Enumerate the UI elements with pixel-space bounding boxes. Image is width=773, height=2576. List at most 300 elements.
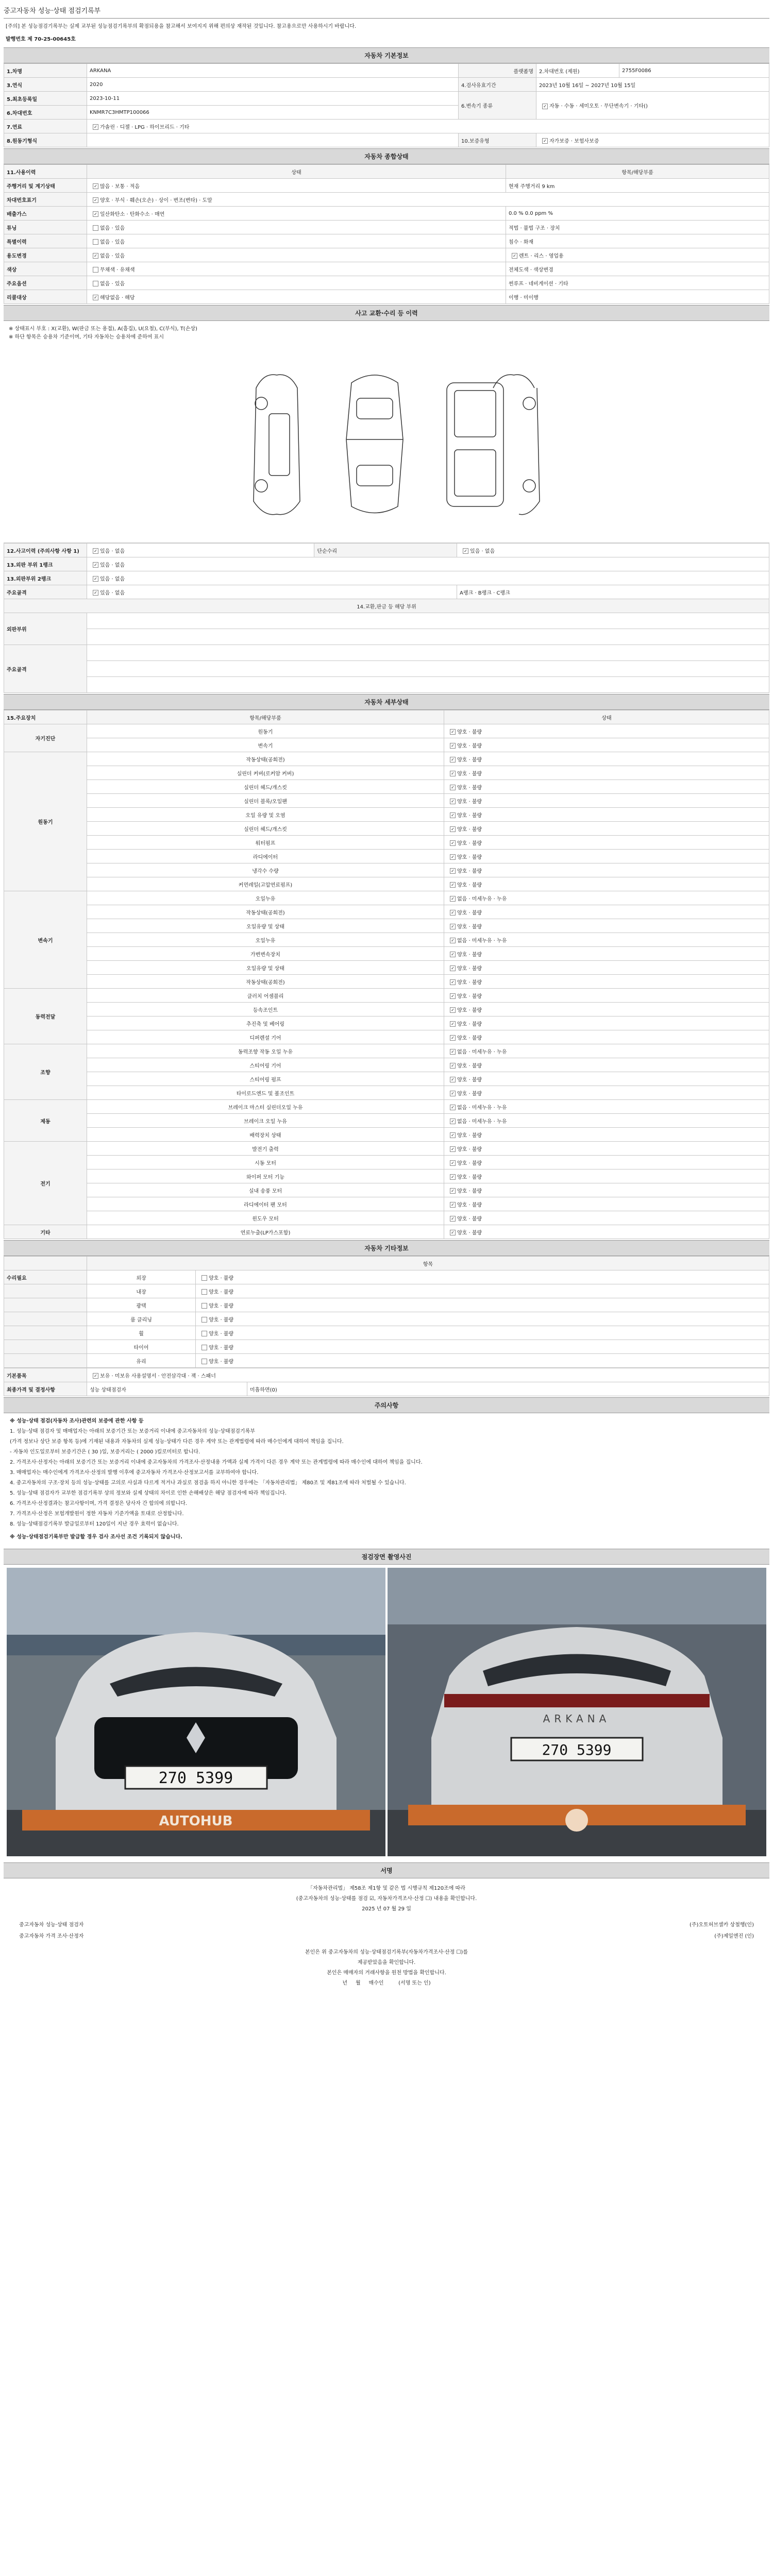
value-simple-repair: ✓ 있음 · 없음 <box>457 544 769 557</box>
detail-item-status: ✓ 양호 · 불량 <box>444 1211 769 1225</box>
label-outer-1: 13.외판 부위 1랭크 <box>4 557 87 571</box>
detail-group-label: 동력전달 <box>4 989 87 1044</box>
checkbox-icon <box>450 854 456 860</box>
detail-item-status: ✓ 없음 · 미세누유 · 누유 <box>444 1100 769 1114</box>
rear-plate-text: 270 5399 <box>542 1741 612 1758</box>
label-warranty: 10.보증유형 <box>459 133 536 147</box>
detail-row <box>4 1114 769 1128</box>
detail-row <box>4 1183 769 1197</box>
label-engine-type: 8.원동기형식 <box>4 133 87 147</box>
checkbox-icon <box>450 1091 456 1096</box>
label-frame-parts: 주요골격 <box>4 645 87 693</box>
checkbox-icon <box>450 1230 456 1235</box>
checkbox-icon <box>201 1289 207 1295</box>
signature-block: 「자동차관리법」 제58조 제1항 및 같은 법 시행규칙 제120조에 따라 (중고자동차의 성능·상태를 점검 ☑, 자동차가격조사·산정 ☐) 내용을 확인합니다. 2025 년 07 월 29 일 <box>296 1886 477 1912</box>
detail-row <box>4 1156 769 1170</box>
other-item-status: 양호 · 불량 <box>196 1354 769 1368</box>
car-diagram <box>4 321 769 543</box>
caution-line: 1. 성능·상태 점검자 및 매매업자는 아래의 보증기간 또는 보증거리 이내에 중고자동차의 성능·상태점검기록부 <box>10 1429 255 1434</box>
detail-item-status: ✓ 없음 · 미세누유 · 누유 <box>444 1044 769 1058</box>
detail-row <box>4 752 769 766</box>
label-vin2: 6.차대번호 <box>4 106 87 120</box>
detail-item-status: ✓ 양호 · 불량 <box>444 877 769 891</box>
detail-item-status: ✓ 양호 · 불량 <box>444 947 769 961</box>
detail-item-status: ✓ 양호 · 불량 <box>444 989 769 1003</box>
checkbox-icon <box>450 965 456 971</box>
detail-row <box>4 905 769 919</box>
detail-row <box>4 1086 769 1100</box>
other-info-row <box>4 1326 769 1340</box>
detail-item-label: 오일유량 및 상태 <box>87 961 444 975</box>
value-options: 없음 · 있음 <box>87 276 506 290</box>
header-status: 상태 <box>87 165 506 179</box>
detail-item-status: ✓ 양호 · 불량 <box>444 1016 769 1030</box>
section-detail-status: 자동차 세부상태 <box>4 694 769 710</box>
detail-item-label: 원동기 <box>87 724 444 738</box>
other-item-label: 유리 <box>87 1354 196 1368</box>
checkbox-icon <box>450 1035 456 1041</box>
detail-item-status: ✓ 양호 · 불량 <box>444 1156 769 1170</box>
extra-frame: A랭크 · B랭크 · C랭크 <box>457 585 769 599</box>
detail-item-status: ✓ 양호 · 불량 <box>444 822 769 836</box>
checkbox-icon <box>542 138 548 144</box>
detail-item-status: ✓ 양호 · 불량 <box>444 961 769 975</box>
value-vin2: KNMR7C3HMTP100066 <box>87 106 459 120</box>
checkbox-icon <box>450 840 456 846</box>
section-basic-info: 자동차 기본정보 <box>4 47 769 63</box>
inspection-photos <box>4 1565 769 1861</box>
checkbox-icon <box>450 785 456 790</box>
other-item-status: 양호 · 불량 <box>196 1312 769 1326</box>
checkbox-icon <box>450 896 456 902</box>
checkbox-icon <box>201 1303 207 1309</box>
section-overall-status: 자동차 종합상태 <box>4 148 769 164</box>
header-usage: 11.사용이력 <box>4 165 87 179</box>
value-outer-2: ✓ 있음 · 없음 <box>87 571 769 585</box>
label-recall: 리콜대상 <box>4 290 87 304</box>
detail-row <box>4 891 769 905</box>
detail-row <box>4 1225 769 1239</box>
signature-pricer-row: 중고자동차 가격 조사·산정자 (주)제일엔진 (인) <box>19 1934 754 1939</box>
extra-recall: 이행 · 미이행 <box>506 290 769 304</box>
label-year: 3.연식 <box>4 78 87 92</box>
label-outer-2: 13.외판부위 2랭크 <box>4 571 87 585</box>
checkbox-icon <box>450 1132 456 1138</box>
detail-item-status: ✓ 양호 · 불량 <box>444 1142 769 1156</box>
detail-item-label: 시동 모터 <box>87 1156 444 1170</box>
detail-row <box>4 780 769 794</box>
detail-row <box>4 877 769 891</box>
header-other-item: 항목 <box>87 1257 769 1270</box>
detail-row <box>4 1016 769 1030</box>
other-info-table <box>4 1256 769 1368</box>
value-engine-type <box>87 133 459 147</box>
checkbox-icon <box>450 1105 456 1110</box>
caution-line: 7. 가격조사·산정은 보험개발원이 정한 자동차 기준가액을 토대로 산정합니다. <box>10 1511 184 1517</box>
detail-item-status: ✓ 양호 · 불량 <box>444 850 769 863</box>
other-info-row <box>4 1340 769 1354</box>
detail-group-label: 조향 <box>4 1044 87 1100</box>
detail-item-label: 커먼레일(고압연료펌프) <box>87 877 444 891</box>
value-transmission: ✓ 자동 · 수동 · 세미오토 · 무단변속기 · 기타() <box>536 92 769 120</box>
document-title: 중고자동차 성능·상태 점검기록부 <box>4 4 769 19</box>
value-price: 미흡하면(0) <box>247 1382 769 1396</box>
detail-item-label: 실린더 블록/오일팬 <box>87 794 444 808</box>
value-emissions: ✓ 일산화탄소 · 탄화수소 · 매연 <box>87 207 506 221</box>
detail-item-status: ✓ 양호 · 불량 <box>444 1086 769 1100</box>
detail-item-status: ✓ 양호 · 불량 <box>444 1170 769 1183</box>
detail-item-status: ✓ 양호 · 불량 <box>444 1183 769 1197</box>
detail-item-label: 연료누출(LP가스포함) <box>87 1225 444 1239</box>
checkbox-icon <box>201 1275 207 1281</box>
detail-item-label: 디퍼렌셜 기어 <box>87 1030 444 1044</box>
checkbox-icon <box>450 1160 456 1166</box>
other-info-row <box>4 1284 769 1298</box>
caution-lines <box>10 1428 763 1528</box>
accident-table <box>4 543 769 693</box>
detail-item-label: 가변변속장치 <box>87 947 444 961</box>
other-item-label: 룸 클리닝 <box>87 1312 196 1326</box>
label-vin: 2.차대번호 (제원) <box>536 64 619 78</box>
front-plate-text: 270 5399 <box>158 1769 233 1787</box>
detail-item-status: ✓ 양호 · 불량 <box>444 808 769 822</box>
caution-notes <box>4 1413 769 1548</box>
value-year: 2020 <box>87 78 459 92</box>
value-vin: 2755F0086 <box>619 64 769 78</box>
detail-item-label: 변속기 <box>87 738 444 752</box>
extra-emissions: 0.0 % 0.0 ppm % <box>506 207 769 221</box>
other-info-row <box>4 1298 769 1312</box>
detail-item-label: 워터펌프 <box>87 836 444 850</box>
detail-row <box>4 961 769 975</box>
detail-row <box>4 1211 769 1225</box>
detail-row <box>4 836 769 850</box>
detail-item-status: ✓ 양호 · 불량 <box>444 1197 769 1211</box>
detail-item-label: 등속조인트 <box>87 1003 444 1016</box>
label-usage-change: 용도변경 <box>4 248 87 262</box>
label-first-registration: 5.최초등록일 <box>4 92 87 106</box>
checkbox-icon <box>450 1216 456 1222</box>
detail-item-status: ✓ 양호 · 불량 <box>444 1128 769 1142</box>
other-item-label: 타이어 <box>87 1340 196 1354</box>
detail-item-status: ✓ 양호 · 불량 <box>444 780 769 794</box>
checkbox-icon <box>450 1188 456 1194</box>
detail-item-status: ✓ 양호 · 불량 <box>444 1072 769 1086</box>
other-item-label: 휠 <box>87 1326 196 1340</box>
other-info-row <box>4 1270 769 1284</box>
label-car-name: 1.차명 <box>4 64 87 78</box>
detail-row <box>4 1128 769 1142</box>
detail-item-status: ✓ 없음 · 미세누유 · 누유 <box>444 891 769 905</box>
detail-item-label: 클러치 어셈블리 <box>87 989 444 1003</box>
other-item-label: 내장 <box>87 1284 196 1298</box>
header-item: 항목/해당부품 <box>87 710 444 724</box>
label-tuning: 튜닝 <box>4 221 87 234</box>
detail-item-label: 동력조향 작동 오일 누유 <box>87 1044 444 1058</box>
section-caution: 주의사항 <box>4 1397 769 1413</box>
detail-item-status: ✓ 양호 · 불량 <box>444 724 769 738</box>
detail-item-label: 냉각수 수량 <box>87 863 444 877</box>
detail-row <box>4 1142 769 1156</box>
checkbox-icon <box>450 993 456 999</box>
detail-item-label: 브레이크 마스터 실린더오일 누유 <box>87 1100 444 1114</box>
label-simple-repair: 단순수리 <box>314 544 457 557</box>
detail-item-label: 윈도우 모터 <box>87 1211 444 1225</box>
checkbox-icon <box>93 124 98 130</box>
other-item-status: 양호 · 불량 <box>196 1326 769 1340</box>
other-group-label: 수리필요 <box>4 1270 87 1284</box>
detail-row <box>4 850 769 863</box>
checkbox-icon <box>450 757 456 762</box>
diagram-legend: ※ 상태표시 부호 : X(교환), W(판금 또는 용접), A(흠집), U(요철), C(부식), T(손상) ※ 하단 항목은 승용차 기준이며, 기타 자동차는 승용차에 준하여 표시 <box>9 326 197 340</box>
other-info-footer <box>4 1368 769 1396</box>
label-transmission: 6.변속기 종류 <box>459 92 536 120</box>
detail-row <box>4 1030 769 1044</box>
detail-row <box>4 766 769 780</box>
checkbox-icon <box>450 938 456 943</box>
value-basic-items: ✓ 보유 · 미보유 사용설명서 · 안전삼각대 · 잭 · 스패너 <box>87 1368 769 1382</box>
section-signature: 서명 <box>4 1862 769 1878</box>
label-options: 주요옵션 <box>4 276 87 290</box>
detail-group-label: 제동 <box>4 1100 87 1142</box>
garage-sign-text: AUTOHUB <box>159 1814 233 1829</box>
detail-row <box>4 933 769 947</box>
detail-row <box>4 738 769 752</box>
value-color: 무채색 · 유채색 <box>87 262 506 276</box>
label-emissions: 배출가스 <box>4 207 87 221</box>
detail-item-status: ✓ 양호 · 불량 <box>444 975 769 989</box>
checkbox-icon <box>450 882 456 888</box>
detail-row <box>4 919 769 933</box>
value-first-registration: 2023-10-11 <box>87 92 459 106</box>
checkbox-icon <box>201 1317 207 1323</box>
detail-item-label: 실린더 헤드/개스킷 <box>87 780 444 794</box>
detail-row <box>4 794 769 808</box>
header-parts: 항목/해당부품 <box>506 165 769 179</box>
caution-line: 8. 성능·상태점검기록부 발급일로부터 120일이 지난 경우 효력이 없습니다. <box>10 1521 179 1527</box>
caution-line: 4. 중고자동차의 구조·장치 등의 성능·상태를 고의로 사실과 다르게 적거나 과실로 점검을 하지 아니한 경우에는 「자동차관리법」 제80조 및 제81조에 따라 처벌될 수 있습니다. <box>10 1480 406 1486</box>
detail-item-status: ✓ 양호 · 불량 <box>444 1058 769 1072</box>
overall-status-table <box>4 164 769 304</box>
checkbox-icon <box>450 1021 456 1027</box>
checkbox-icon <box>201 1359 207 1364</box>
detail-row <box>4 1072 769 1086</box>
other-info-row <box>4 1354 769 1368</box>
label-color: 색상 <box>4 262 87 276</box>
checkbox-icon <box>450 826 456 832</box>
detail-item-status: ✓ 양호 · 불량 <box>444 766 769 780</box>
detail-group-label: 변속기 <box>4 891 87 989</box>
detail-item-status: ✓ 양호 · 불량 <box>444 794 769 808</box>
detail-item-label: 브레이크 오일 누유 <box>87 1114 444 1128</box>
detail-item-status: ✓ 양호 · 불량 <box>444 863 769 877</box>
detail-item-status: ✓ 양호 · 불량 <box>444 1225 769 1239</box>
label-fuel: 7.연료 <box>4 120 87 133</box>
detail-item-status: ✓ 없음 · 미세누유 · 누유 <box>444 1114 769 1128</box>
inspection-document <box>4 4 769 1994</box>
checkbox-icon <box>450 1118 456 1124</box>
label-platform: 플랫폼명 <box>459 64 536 78</box>
caution-line: (가격 정보나 상단 보증 항목 등)에 기재된 내용과 자동차의 실제 성능·상태가 다른 경우 계약 또는 관계법령에 따라 매수인에게 대하여 책임을 집니다. <box>10 1439 344 1445</box>
other-item-status: 양호 · 불량 <box>196 1270 769 1284</box>
label-accident: 12.사고이력 (주의사항 사항 1) <box>4 544 87 557</box>
detail-item-label: 배력장치 상태 <box>87 1128 444 1142</box>
checkbox-icon <box>201 1345 207 1350</box>
checkbox-icon <box>450 1063 456 1069</box>
label-frame: 주요골격 <box>4 585 87 599</box>
label-vin-mark: 차대번호표기 <box>4 193 87 207</box>
detail-item-label: 실내 송풍 모터 <box>87 1183 444 1197</box>
rear-car-photo <box>388 1568 766 1856</box>
header-device: 15.주요장치 <box>4 710 87 724</box>
detail-item-label: 추진축 및 베어링 <box>87 1016 444 1030</box>
detail-row <box>4 822 769 836</box>
value-fuel: ✓ 가솔린 · 디젤 · LPG · 하이브리드 · 기타 <box>87 120 769 133</box>
caution-line: 2. 가격조사·산정자는 아래의 보증기간 또는 보증거리 이내에 중고자동차의 가격조사·산정내용 가액과 실제 가격이 다른 경우 계약 또는 관계법령에 따라 매수인에 대하여 책임을 집니다. <box>10 1460 423 1465</box>
checkbox-icon <box>450 1077 456 1082</box>
detail-item-label: 실린더 커버(로커암 커버) <box>87 766 444 780</box>
checkbox-icon <box>201 1331 207 1336</box>
label-special-history: 특별이력 <box>4 234 87 248</box>
label-inspection-period: 4.검사유효기간 <box>459 78 536 92</box>
detail-group-label: 기타 <box>4 1225 87 1239</box>
value-vin-mark: ✓ 양호 · 부식 · 훼손(오손) · 상이 · 변조(변타) · 도말 <box>87 193 769 207</box>
checkbox-icon <box>450 771 456 776</box>
other-item-label: 광택 <box>87 1298 196 1312</box>
extra-tuning: 적법 · 불법 구조 · 장치 <box>506 221 769 234</box>
label-price: 최종가격 및 결정사항 <box>4 1382 87 1396</box>
value-car-name: ARKANA <box>87 64 459 78</box>
value-special-history: 없음 · 있음 <box>87 234 506 248</box>
checkbox-icon <box>450 743 456 749</box>
extra-color: 전체도색 · 색상변경 <box>506 262 769 276</box>
detail-item-label: 라디에이터 팬 모터 <box>87 1197 444 1211</box>
checkbox-icon <box>450 1202 456 1208</box>
rear-badge-text: ARKANA <box>543 1713 611 1725</box>
caution-footer: ※ 성능·상태점검기록부만 발급할 경우 검사 조사선 조건 기록되지 않습니다. <box>10 1534 182 1540</box>
section-other-info: 자동차 기타정보 <box>4 1240 769 1256</box>
value-frame: ✓ 있음 · 없음 <box>87 585 457 599</box>
detail-item-label: 오일누유 <box>87 933 444 947</box>
checkbox-icon <box>450 979 456 985</box>
checkbox-icon <box>450 729 456 735</box>
checkbox-icon <box>542 104 548 109</box>
value-accident: ✓ 있음 · 없음 <box>87 544 314 557</box>
detail-group-label: 원동기 <box>4 752 87 891</box>
other-item-status: 양호 · 불량 <box>196 1298 769 1312</box>
detail-item-label: 실린더 헤드/개스킷 <box>87 822 444 836</box>
parts-title: 14.교환,판금 등 해당 부위 <box>4 599 769 613</box>
detail-item-status: ✓ 양호 · 불량 <box>444 752 769 766</box>
buyer-confirmation: 본인은 위 중고자동차의 성능·상태점검기록부(자동차가격조사·산정 ☐)를 제공받았음을 확인합니다. 본인은 매매자의 거래사항을 원천 방법을 확인합니다. 년 월 매수인 (서명 또는 인) <box>4 1942 769 1994</box>
extra-mileage: 현재 주행거리 9 km <box>506 179 769 193</box>
detail-row <box>4 1197 769 1211</box>
detail-row <box>4 947 769 961</box>
detail-row <box>4 1170 769 1183</box>
detail-group-label: 자기진단 <box>4 724 87 752</box>
checkbox-icon <box>450 924 456 929</box>
extra-options: 썬루프 · 네비게이션 · 기타 <box>506 276 769 290</box>
detail-item-label: 작동상태(공회전) <box>87 975 444 989</box>
detail-item-label: 와이퍼 모터 기능 <box>87 1170 444 1183</box>
detail-item-status: ✓ 양호 · 불량 <box>444 1003 769 1016</box>
other-item-status: 양호 · 불량 <box>196 1284 769 1298</box>
detail-item-status: ✓ 없음 · 미세누유 · 누유 <box>444 933 769 947</box>
detail-item-label: 오일유량 및 상태 <box>87 919 444 933</box>
basic-info-table <box>4 63 769 147</box>
detail-row <box>4 975 769 989</box>
checkbox-icon <box>450 812 456 818</box>
section-accident-history: 사고 교환·수리 등 이력 <box>4 305 769 321</box>
caution-line: - 자동차 인도일로부터 보증기간은 ( 30 )일, 보증거리는 ( 2000 )킬로미터로 합니다. <box>10 1449 200 1455</box>
detail-item-status: ✓ 양호 · 불량 <box>444 1030 769 1044</box>
detail-row <box>4 863 769 877</box>
value-recall: ✓ 해당없음 · 해당 <box>87 290 506 304</box>
detail-item-status: ✓ 양호 · 불량 <box>444 905 769 919</box>
label-basic-items: 기본품목 <box>4 1368 87 1382</box>
detail-item-label: 스티어링 기어 <box>87 1058 444 1072</box>
buyer-sign-line: 년 월 매수인 (서명 또는 인) <box>342 1980 431 1986</box>
other-item-status: 양호 · 불량 <box>196 1340 769 1354</box>
caution-line: 5. 성능·상태 점검자가 교부한 점검기록부 상의 정보와 실제 상태의 차이로 인한 손해배상은 해당 점검자에 따라 책임집니다. <box>10 1490 287 1496</box>
detail-row <box>4 1058 769 1072</box>
detail-item-label: 작동상태(공회전) <box>87 752 444 766</box>
checkbox-icon <box>450 952 456 957</box>
caution-title: ※ 성능·상태 점검(자동차 조사)관련의 보증에 관한 사항 등 <box>10 1418 144 1424</box>
header-state: 상태 <box>444 710 769 724</box>
label-mileage: 주행거리 및 계기상태 <box>4 179 87 193</box>
detail-row <box>4 724 769 738</box>
detail-group-label: 전기 <box>4 1142 87 1225</box>
detail-item-label: 오일누유 <box>87 891 444 905</box>
checkbox-icon <box>450 1007 456 1013</box>
document-number: 발행번호 제 70-25-00645호 <box>6 37 76 42</box>
signature-checker-row: 중고자동차 성능·상태 점검자 (주)오토허브셀카 상철행(인) <box>19 1922 754 1928</box>
label-price-sub: 성능 상태점검자 <box>87 1382 247 1396</box>
other-info-row <box>4 1312 769 1326</box>
checkbox-icon <box>450 1049 456 1055</box>
label-outer-parts: 외판부위 <box>4 613 87 645</box>
extra-usage-change: ✓ 렌트 · 리스 · 영업용 <box>506 248 769 262</box>
checkbox-icon <box>450 1146 456 1152</box>
detail-item-label: 발전기 출력 <box>87 1142 444 1156</box>
detail-row <box>4 1044 769 1058</box>
other-item-label: 외장 <box>87 1270 196 1284</box>
value-inspection-period: 2023년 10월 16일 ~ 2027년 10월 15일 <box>536 78 769 92</box>
notice-text: [주의] 본 성능점검기록부는 실제 교부된 성능점검기록부의 확점되용을 참고해서 보여지지 위해 편의상 재작된 것입니다. 참고용으로만 사용하시기 바랍니다. <box>6 24 357 29</box>
front-car-photo <box>7 1568 385 1856</box>
detail-item-label: 작동상태(공회전) <box>87 905 444 919</box>
detail-item-status: ✓ 양호 · 불량 <box>444 836 769 850</box>
value-warranty: ✓ 자가보증 · 보험사보증 <box>536 133 769 147</box>
detail-item-label: 스티어링 펌프 <box>87 1072 444 1086</box>
detail-status-table <box>4 710 769 1239</box>
detail-row <box>4 1100 769 1114</box>
detail-row <box>4 808 769 822</box>
checkbox-icon <box>450 910 456 916</box>
detail-item-status: ✓ 양호 · 불량 <box>444 738 769 752</box>
section-photos: 점검장면 촬영사진 <box>4 1549 769 1565</box>
value-mileage: ✓ 많음 · 보통 · 적음 <box>87 179 506 193</box>
checkbox-icon <box>450 799 456 804</box>
caution-line: 3. 매매업자는 매수인에게 가격조사·산정의 발행 이후에 중고자동차 가격조사·산정보고서를 교부하여야 합니다. <box>10 1470 259 1476</box>
value-outer-1: ✓ 있음 · 없음 <box>87 557 769 571</box>
caution-line: 6. 가격조사·산정결과는 참고사항이며, 가격 결정은 당사자 간 합의에 의합니다. <box>10 1501 187 1506</box>
extra-special-history: 침수 · 화재 <box>506 234 769 248</box>
value-tuning: 없음 · 있음 <box>87 221 506 234</box>
detail-row <box>4 989 769 1003</box>
detail-item-label: 라디에이터 <box>87 850 444 863</box>
